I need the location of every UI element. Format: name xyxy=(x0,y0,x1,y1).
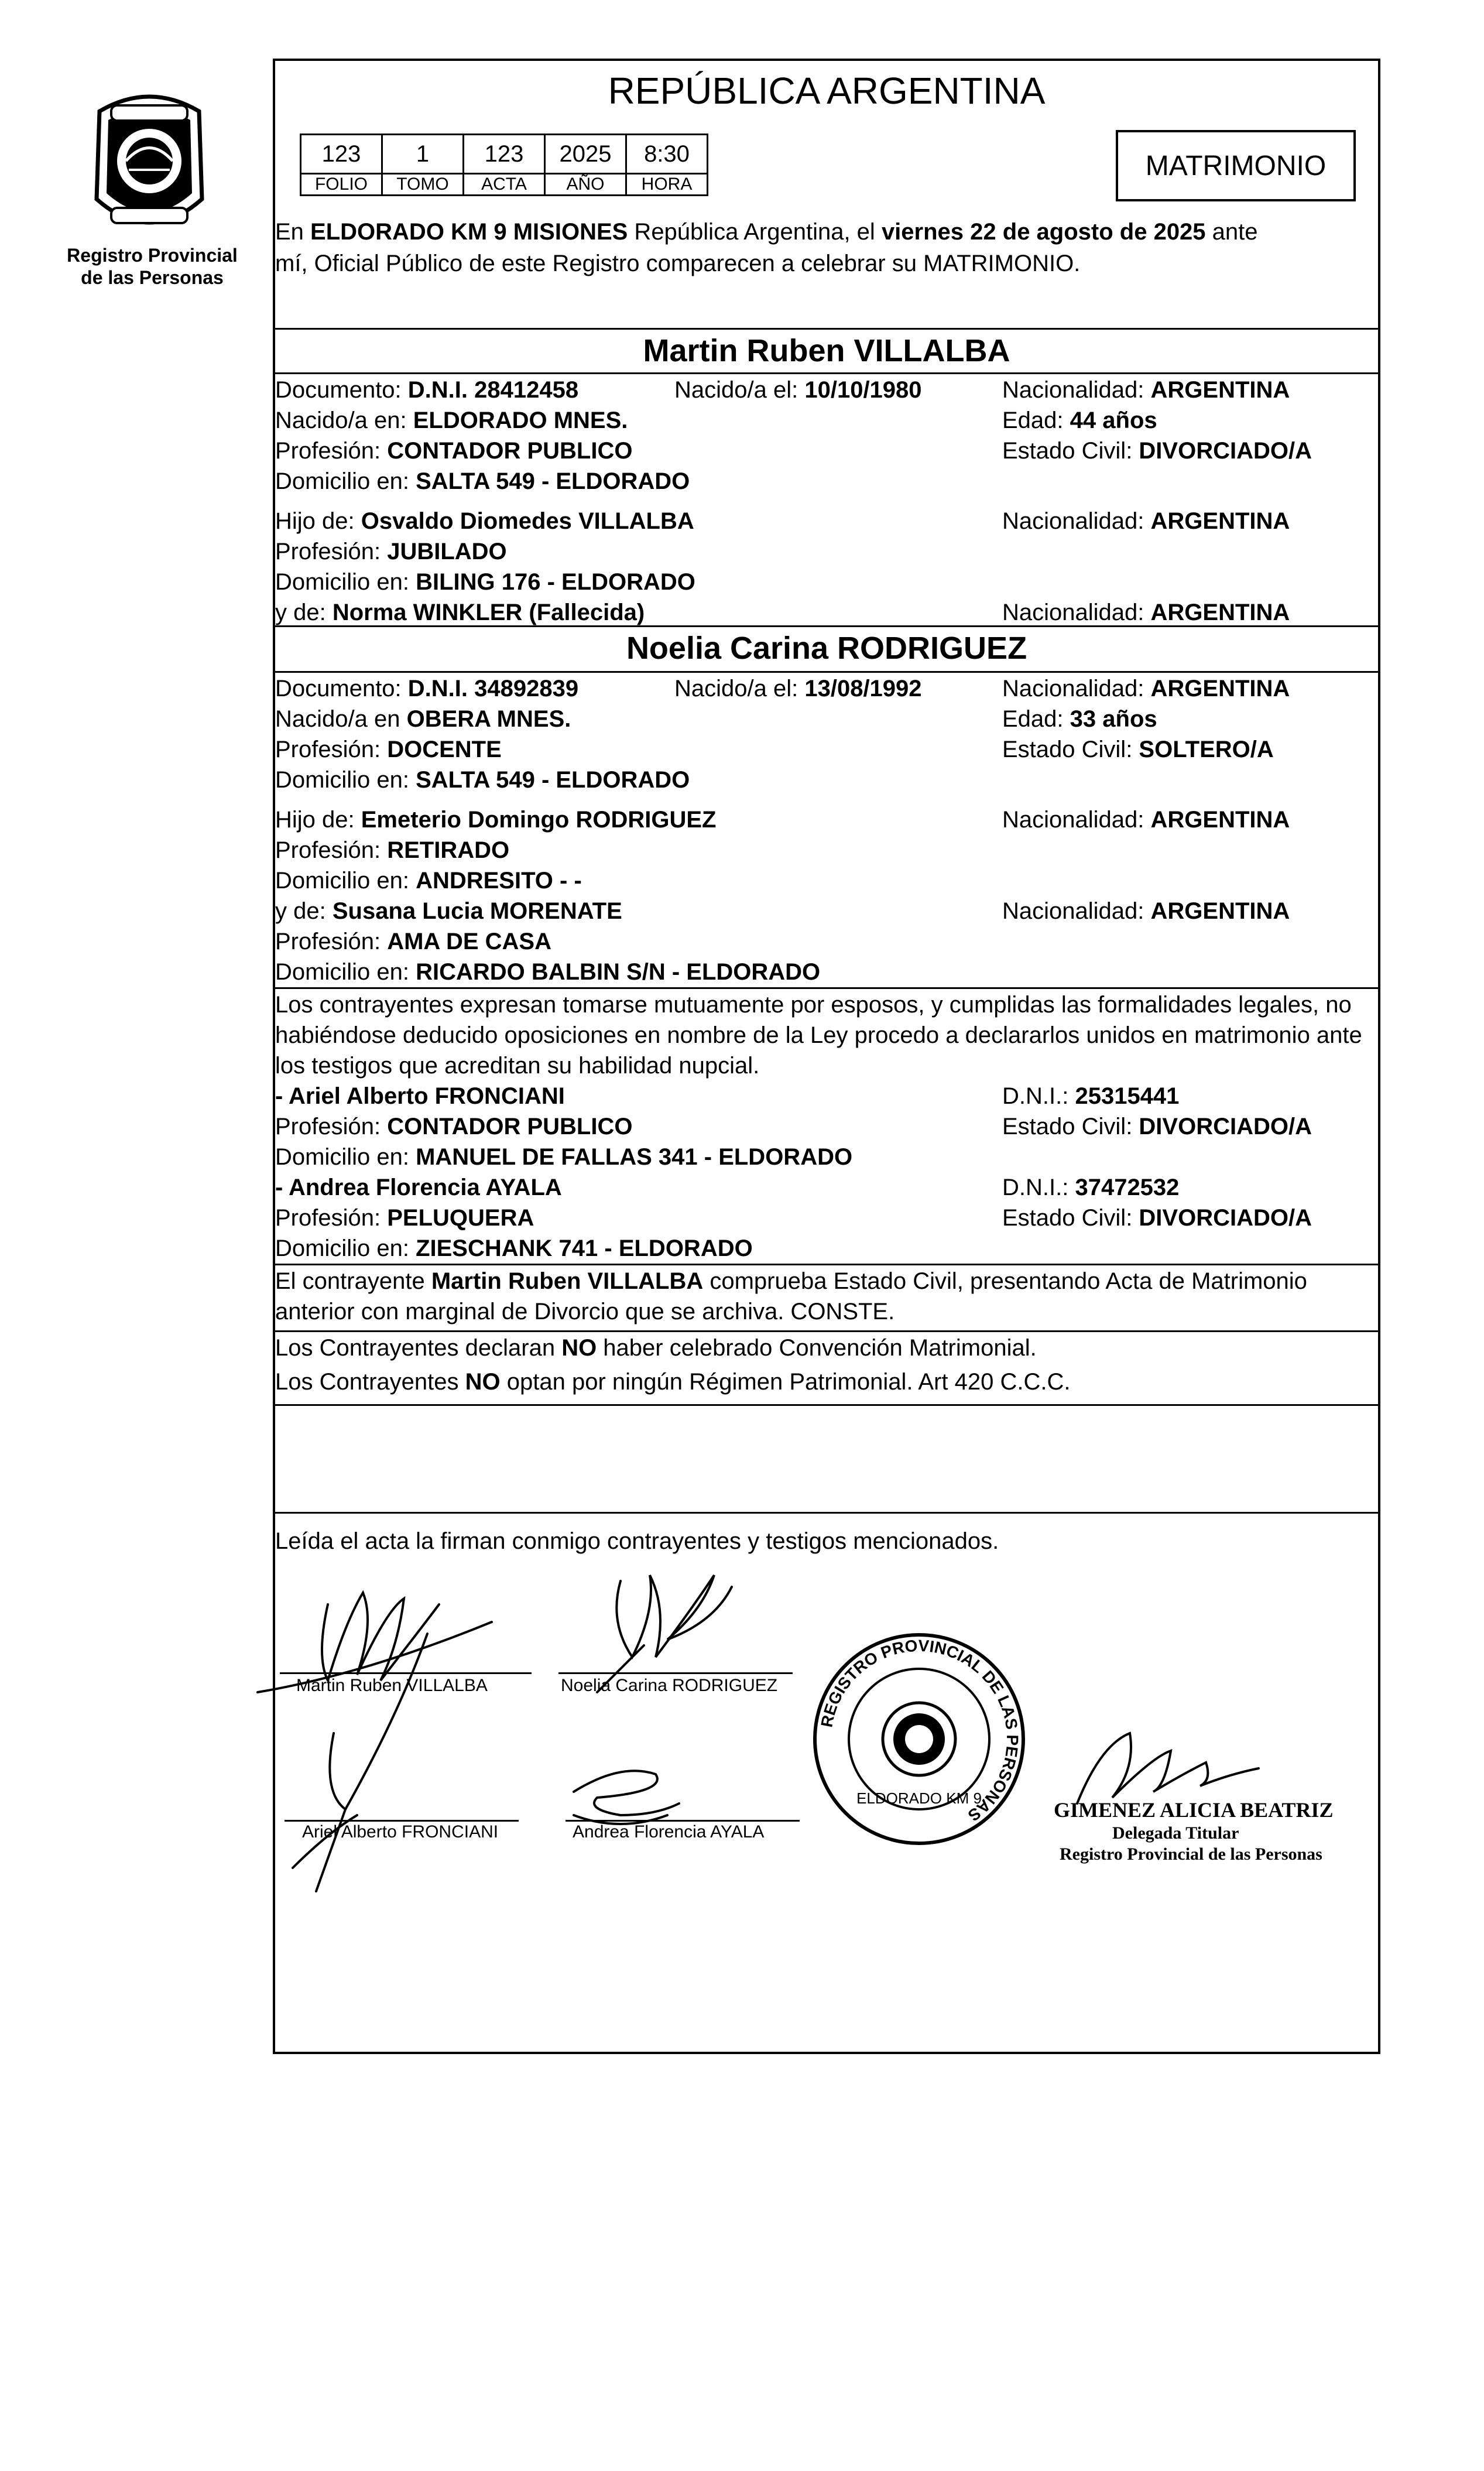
label: Domicilio en: xyxy=(275,569,416,595)
convention-line2 xyxy=(275,1367,1071,1397)
label: Profesión: xyxy=(275,737,388,762)
value: 10/10/1980 xyxy=(804,377,922,403)
signature-label-2: Noelia Carina RODRIGUEZ xyxy=(561,1676,778,1695)
label: Hijo de: xyxy=(275,508,361,534)
value: ELDORADO MNES. xyxy=(413,408,628,433)
spouse2-born xyxy=(674,673,922,704)
divider xyxy=(273,372,1380,374)
signature-2 xyxy=(597,1575,732,1692)
witness1-dni xyxy=(1002,1081,1179,1111)
registry-logo xyxy=(82,88,217,246)
registry-name-line1: Registro Provincial xyxy=(67,245,238,266)
signature-4 xyxy=(574,1771,679,1824)
label: Profesión: xyxy=(275,438,388,464)
intro-place: ELDORADO KM 9 MISIONES xyxy=(310,219,628,245)
declaration-line3: los testigos que acreditan su habilidad nupcial. xyxy=(275,1053,760,1079)
divider xyxy=(273,328,1380,330)
signature-label-3: Ariel Alberto FRONCIANI xyxy=(302,1822,499,1842)
witness1-addr xyxy=(275,1142,852,1172)
label: Domicilio en: xyxy=(275,1236,416,1261)
spouse2-civil xyxy=(1002,734,1274,765)
text: Los Contrayentes declaran xyxy=(275,1335,562,1361)
label: Profesión: xyxy=(275,539,388,564)
spouse2-nat xyxy=(1002,673,1290,704)
value: ARGENTINA xyxy=(1150,508,1290,534)
witness2-prof xyxy=(275,1203,534,1233)
spouse1-doc xyxy=(275,375,578,405)
intro-line1 xyxy=(275,217,1379,247)
label: Estado Civil: xyxy=(1002,1114,1139,1139)
note-line2: anterior con marginal de Divorcio que se archiva. CONSTE. xyxy=(275,1299,895,1325)
spouse1-father xyxy=(275,506,694,536)
spouse2-age xyxy=(1002,704,1157,734)
note-line1 xyxy=(275,1266,1307,1296)
spouse1-age xyxy=(1002,405,1157,436)
note-name: Martin Ruben VILLALBA xyxy=(431,1268,704,1294)
spouse1-father-nat xyxy=(1002,506,1290,536)
divider xyxy=(273,987,1380,989)
stamp-icon xyxy=(808,1628,1030,1850)
label: Profesión: xyxy=(275,929,388,954)
value: ZIESCHANK 741 - ELDORADO xyxy=(416,1236,753,1261)
spouse2-father-nat xyxy=(1002,805,1290,835)
folio-label: FOLIO xyxy=(301,174,382,196)
label: Documento: xyxy=(275,377,408,403)
spouse1-prof xyxy=(275,436,632,466)
label: Edad: xyxy=(1002,408,1070,433)
label: Domicilio en: xyxy=(275,1144,416,1170)
value: Osvaldo Diomedes VILLALBA xyxy=(361,508,694,534)
spouse1-name: Martin Ruben VILLALBA xyxy=(643,333,1010,368)
signature-label-1: Martin Ruben VILLALBA xyxy=(296,1676,488,1695)
signatures-drawing xyxy=(246,1540,831,1903)
intro-text: ante xyxy=(1205,219,1258,245)
spouse2-mother-addr xyxy=(275,957,820,987)
value: 25315441 xyxy=(1075,1083,1180,1109)
value: OBERA MNES. xyxy=(406,706,571,732)
label: Nacido/a el: xyxy=(674,377,805,403)
closing-text: Leída el acta la firman conmigo contrayentes y testigos mencionados. xyxy=(275,1528,999,1554)
value: DIVORCIADO/A xyxy=(1139,1114,1312,1139)
label: Profesión: xyxy=(275,1205,388,1231)
registry-stamp xyxy=(808,1628,1030,1850)
intro-text: República Argentina, el xyxy=(628,219,882,245)
spouse2-father xyxy=(275,805,716,835)
spouse2-doc xyxy=(275,673,578,704)
value: SALTA 549 - ELDORADO xyxy=(416,468,690,494)
witness1-civil xyxy=(1002,1111,1312,1142)
hora-label: HORA xyxy=(626,174,708,196)
note-text: comprueba Estado Civil, presentando Acta de Matrimonio xyxy=(703,1268,1307,1294)
value: ANDRESITO - - xyxy=(416,868,582,894)
value: SOLTERO/A xyxy=(1139,737,1274,762)
registry-seal-icon xyxy=(82,88,217,246)
divider xyxy=(273,1264,1380,1265)
divider xyxy=(273,671,1380,673)
intro-date: viernes 22 de agosto de 2025 xyxy=(881,219,1206,245)
spouse2-mother xyxy=(275,896,622,926)
intro-text: En xyxy=(275,219,311,245)
folio-value: 123 xyxy=(301,135,382,174)
declaration-line1: Los contrayentes expresan tomarse mutuamente por esposos, y cumplidas las formalidades legales, no xyxy=(275,992,1352,1018)
witness1-prof xyxy=(275,1111,632,1142)
label: Domicilio en: xyxy=(275,868,416,894)
value: 37472532 xyxy=(1075,1175,1180,1200)
label: Profesión: xyxy=(275,837,388,863)
witness2-name: - Andrea Florencia AYALA xyxy=(275,1175,562,1200)
divider xyxy=(273,1404,1380,1406)
acta-value: 123 xyxy=(464,135,545,174)
label: Nacionalidad: xyxy=(1002,807,1151,833)
spouse2-father-prof xyxy=(275,835,509,865)
signature-1 xyxy=(258,1593,492,1692)
declaration-line2: habiéndose deducido oposiciones en nombre de la Ley procedo a declararlos unidos en matrimonio ante xyxy=(275,1022,1362,1048)
divider xyxy=(273,1330,1380,1332)
value: SALTA 549 - ELDORADO xyxy=(416,767,690,793)
witness2-civil xyxy=(1002,1203,1312,1233)
label: Domicilio en: xyxy=(275,959,416,985)
text: optan por ningún Régimen Patrimonial. Art 420 C.C.C. xyxy=(500,1369,1071,1395)
tomo-value: 1 xyxy=(382,135,464,174)
value: ARGENTINA xyxy=(1150,600,1290,625)
value: ARGENTINA xyxy=(1150,807,1290,833)
value: CONTADOR PUBLICO xyxy=(387,1114,633,1139)
spouse2-mother-nat xyxy=(1002,896,1290,926)
witness2-dni xyxy=(1002,1172,1179,1203)
signature-label-4: Andrea Florencia AYALA xyxy=(573,1822,765,1842)
spouse1-birthplace xyxy=(275,405,628,436)
value: Susana Lucia MORENATE xyxy=(332,898,622,924)
label: Profesión: xyxy=(275,1114,388,1139)
label: Nacido/a en: xyxy=(275,408,413,433)
value: ARGENTINA xyxy=(1150,377,1290,403)
intro-line2: mí, Oficial Público de este Registro comparecen a celebrar su MATRIMONIO. xyxy=(275,251,1081,276)
value: JUBILADO xyxy=(387,539,507,564)
label: Nacionalidad: xyxy=(1002,898,1151,924)
spouse1-mother-nat xyxy=(1002,597,1290,628)
label: y de: xyxy=(275,600,333,625)
value: RICARDO BALBIN S/N - ELDORADO xyxy=(416,959,821,985)
spouse2-name: Noelia Carina RODRIGUEZ xyxy=(626,631,1027,666)
label: Nacionalidad: xyxy=(1002,377,1151,403)
value: Emeterio Domingo RODRIGUEZ xyxy=(361,807,717,833)
value: RETIRADO xyxy=(387,837,510,863)
spouse1-mother xyxy=(275,597,645,628)
label: Nacionalidad: xyxy=(1002,508,1151,534)
value: AMA DE CASA xyxy=(387,929,551,954)
reference-table xyxy=(300,134,708,196)
spouse2-father-addr xyxy=(275,865,582,896)
label: Hijo de: xyxy=(275,807,361,833)
text: Los Contrayentes xyxy=(275,1369,465,1395)
value: D.N.I. 28412458 xyxy=(407,377,579,403)
label: Nacionalidad: xyxy=(1002,676,1151,701)
label: Edad: xyxy=(1002,706,1070,732)
value: DIVORCIADO/A xyxy=(1139,1205,1312,1231)
label: Estado Civil: xyxy=(1002,438,1139,464)
text-bold: NO xyxy=(465,1369,501,1395)
divider xyxy=(273,625,1380,627)
stamp-ring-textpath: REGISTRO PROVINCIAL DE LAS PERSONAS xyxy=(817,1636,1022,1825)
official-role: Delegada Titular xyxy=(1112,1823,1239,1843)
label: Nacido/a en xyxy=(275,706,407,732)
label: Domicilio en: xyxy=(275,767,416,793)
hora-value: 8:30 xyxy=(626,135,708,174)
acta-label: ACTA xyxy=(464,174,545,196)
text-bold: NO xyxy=(561,1335,597,1361)
spouse1-civil xyxy=(1002,436,1312,466)
anio-value: 2025 xyxy=(545,135,626,174)
value: DOCENTE xyxy=(387,737,502,762)
stamp-center-text: ELDORADO KM 9 xyxy=(856,1789,982,1807)
witness1-name: - Ariel Alberto FRONCIANI xyxy=(275,1083,565,1109)
divider xyxy=(273,1512,1380,1514)
value: 13/08/1992 xyxy=(804,676,922,701)
value: ARGENTINA xyxy=(1150,676,1290,701)
anio-label: AÑO xyxy=(545,174,626,196)
spouse2-mother-prof xyxy=(275,926,551,957)
witness2-addr xyxy=(275,1233,753,1264)
value: Norma WINKLER (Fallecida) xyxy=(332,600,645,625)
text: haber celebrado Convención Matrimonial. xyxy=(597,1335,1037,1361)
label: D.N.I.: xyxy=(1002,1175,1075,1200)
spouse2-birthplace xyxy=(275,704,571,734)
act-type-box xyxy=(1116,130,1356,201)
label: D.N.I.: xyxy=(1002,1083,1075,1109)
country-title: REPÚBLICA ARGENTINA xyxy=(608,70,1046,112)
label: Estado Civil: xyxy=(1002,737,1139,762)
value: MANUEL DE FALLAS 341 - ELDORADO xyxy=(416,1144,853,1170)
note-text: El contrayente xyxy=(275,1268,431,1294)
label: Estado Civil: xyxy=(1002,1205,1139,1231)
spouse1-born xyxy=(674,375,922,405)
official-name: GIMENEZ ALICIA BEATRIZ xyxy=(1054,1798,1334,1822)
signature-3 xyxy=(293,1634,427,1891)
spouse1-father-addr xyxy=(275,567,695,597)
spouse2-prof xyxy=(275,734,502,765)
label: Nacido/a el: xyxy=(674,676,805,701)
value: 44 años xyxy=(1070,408,1157,433)
value: 33 años xyxy=(1070,706,1157,732)
label: Domicilio en: xyxy=(275,468,416,494)
value: BILING 176 - ELDORADO xyxy=(416,569,695,595)
value: D.N.I. 34892839 xyxy=(407,676,579,701)
act-type: MATRIMONIO xyxy=(1145,150,1327,182)
spouse1-addr xyxy=(275,466,690,497)
value: CONTADOR PUBLICO xyxy=(387,438,633,464)
value: ARGENTINA xyxy=(1150,898,1290,924)
label: Documento: xyxy=(275,676,408,701)
tomo-label: TOMO xyxy=(382,174,464,196)
spouse1-nat xyxy=(1002,375,1290,405)
value: DIVORCIADO/A xyxy=(1139,438,1312,464)
spouse1-father-prof xyxy=(275,536,507,567)
registry-name-line2: de las Personas xyxy=(81,267,224,288)
convention-line1 xyxy=(275,1333,1037,1363)
label: y de: xyxy=(275,898,333,924)
label: Nacionalidad: xyxy=(1002,600,1151,625)
value: PELUQUERA xyxy=(387,1205,534,1231)
spouse2-addr xyxy=(275,765,690,795)
official-org: Registro Provincial de las Personas xyxy=(1060,1844,1322,1864)
